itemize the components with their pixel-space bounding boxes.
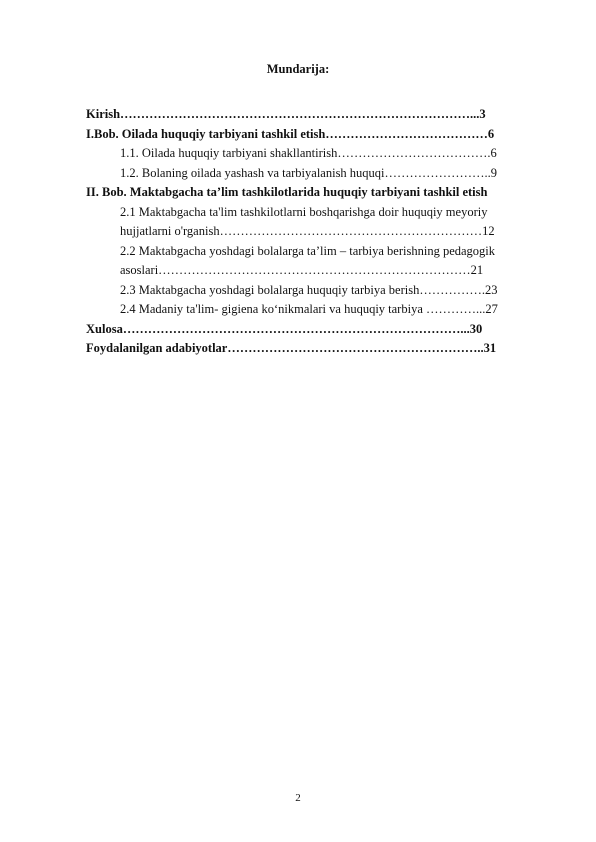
page-number: 2	[295, 792, 301, 804]
page-title: Mundarija:	[266, 62, 330, 76]
toc-entry-section-2-4: 2.4 Madaniy ta'lim- gigiena ko‘nikmalari va huquqiy tarbiya …………...27	[120, 302, 498, 316]
toc-entry-section-2-1-continued: hujjatlarni o'rganish………………………………………………………12	[120, 224, 495, 238]
toc-entry-section-2-2: 2.2 Maktabgacha yoshdagi bolalarga ta’lim – tarbiya berishning pedagogik	[120, 243, 496, 258]
toc-entry-section-1-2: 1.2. Bolaning oilada yashash va tarbiyalanish huquqi……………………..9	[120, 165, 498, 180]
toc-entry-section-2-3: 2.3 Maktabgacha yoshdagi bolalarga huquqiy tarbiya berish…………….23	[120, 282, 498, 297]
toc-entry-section-2-1: 2.1 Maktabgacha ta'lim tashkilotlarni boshqarishga doir huquqiy meyoriy	[120, 204, 488, 219]
toc-entry-references: Foydalanilgan adabiyotlar……………………………………………………..31	[86, 341, 497, 355]
toc-entry-chapter-2: II. Bob. Maktabgacha ta’lim tashkilotlarida huquqiy tarbiyani tashkil etish	[86, 185, 488, 199]
toc-entry-conclusion: Xulosa………………………………………………………………………...30	[86, 321, 483, 336]
toc-entry-chapter-1: I.Bob. Oilada huquqiy tarbiyani tashkil etish…………………………………6	[86, 126, 495, 141]
toc-entry-introduction: Kirish…………………………………………………………………………...3	[86, 107, 486, 121]
table-of-contents	[86, 105, 546, 359]
toc-entry-section-2-2-continued: asoslari…………………………………………………………………21	[120, 263, 484, 277]
toc-entry-section-1-1: 1.1. Oilada huquqiy tarbiyani shakllantirish……………………………….6	[120, 146, 497, 160]
